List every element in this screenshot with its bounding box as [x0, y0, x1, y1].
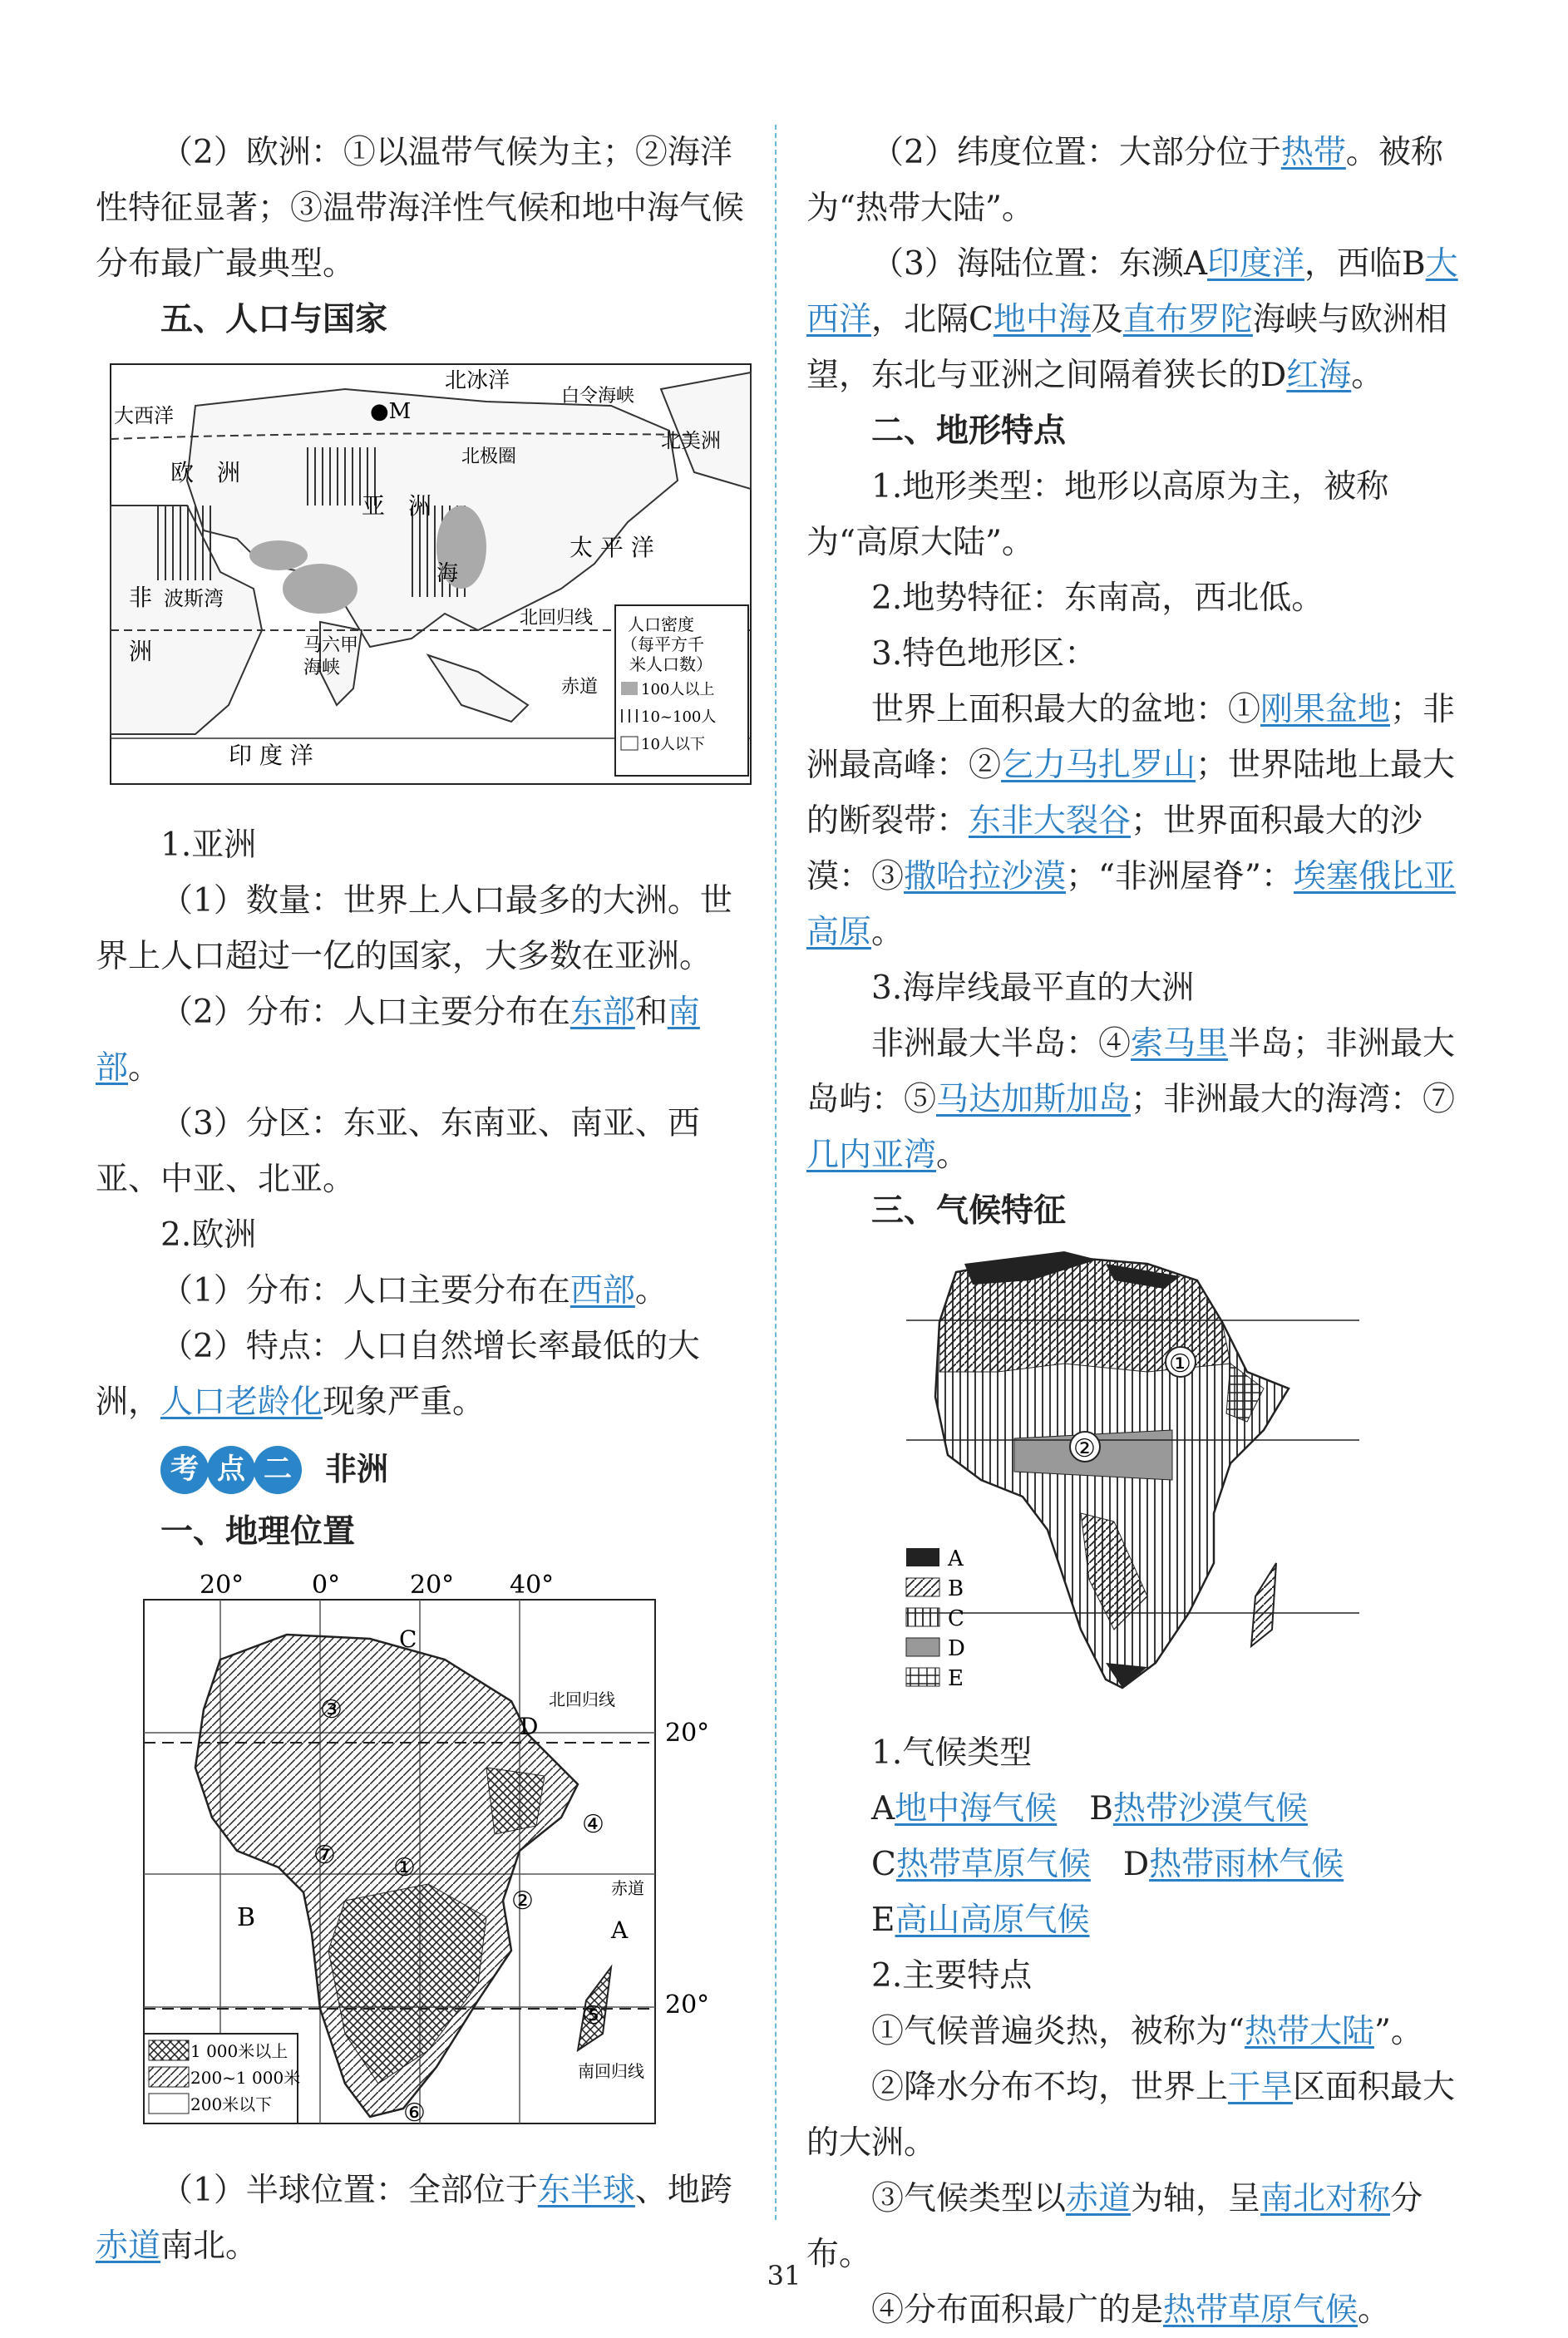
answer-red-sea: 红海 — [1286, 357, 1352, 394]
answer-kilimanjaro: 乞力马扎罗山 — [1001, 747, 1196, 784]
answer-somali: 索马里 — [1131, 1025, 1229, 1063]
left-column — [96, 125, 752, 2274]
asia-title: 1.亚洲 — [160, 826, 257, 864]
label-africa-2: 洲 — [129, 638, 153, 665]
lon-label-3: 20° — [410, 1571, 455, 1600]
kaodian-char-2: 点 — [207, 1446, 255, 1494]
page-number: 31 — [767, 2260, 801, 2291]
answer-equator-axis: 赤道 — [1066, 2180, 1132, 2217]
label-equator: 赤道 — [561, 677, 599, 698]
label-sea: 海 — [436, 561, 459, 586]
column-divider — [775, 125, 777, 2220]
asia-count-text: （1）数量：世界上人口最多的大洲。世界上人口超过一亿的国家，大多数在亚洲。 — [96, 882, 732, 975]
map1-tropic-s: 南回归线 — [578, 2061, 644, 2081]
answer-east-hemisphere: 东半球 — [537, 2172, 635, 2209]
label-malacca-2: 海峡 — [303, 658, 341, 678]
answer-gibraltar: 直布罗陀 — [1122, 301, 1253, 338]
terrain-trend-text: 2.地势特征：东南高，西北低。 — [871, 580, 1324, 617]
feature-3-text: ③气候类型以赤道为轴，呈南北对称分布。 — [806, 2180, 1423, 2273]
answer-ethiopian-highlands: 埃塞俄比亚高原 — [806, 858, 1456, 951]
map1-n2: ② — [511, 1887, 534, 1916]
climate-legend — [906, 1546, 965, 1691]
answer-climate-b: 热带沙漠气候 — [1112, 1790, 1308, 1827]
answer-south: 南部 — [96, 994, 700, 1087]
answer-savanna: 热带草原气候 — [1163, 2291, 1358, 2329]
climate-features-title: 2.主要特点 — [871, 1957, 1033, 1995]
answer-sahara: 撒哈拉沙漠 — [904, 858, 1067, 895]
section-population-title: 五、人口与国家 — [160, 301, 388, 338]
answer-congo-basin: 刚果盆地 — [1260, 691, 1391, 728]
map1-tropic-n: 北回归线 — [549, 1689, 615, 1709]
hemisphere-text: （1）半球位置：全部位于东半球、地跨赤道南北。 — [96, 2172, 732, 2265]
climate-n1: ① — [1169, 1349, 1191, 1379]
answer-east: 东部 — [570, 994, 635, 1031]
climate-legend-a: A — [948, 1546, 964, 1571]
map1-label-c: C — [399, 1625, 417, 1653]
answer-climate-e: 高山高原气候 — [895, 1901, 1090, 1939]
terrain-legend-3: 200米以下 — [190, 2094, 273, 2114]
label-persian-gulf: 波斯湾 — [164, 587, 224, 610]
label-pacific: 太 平 洋 — [570, 534, 654, 561]
coast-title: 3.海岸线最平直的大洲 — [871, 969, 1195, 1007]
label-arctic-ocean: 北冰洋 — [445, 368, 510, 393]
legend-item-1: 100人以上 — [641, 681, 715, 698]
map1-label-b: B — [237, 1903, 256, 1932]
label-asia: 亚 洲 — [362, 492, 432, 520]
label-m: ●M — [370, 399, 412, 424]
map1-n5: ⑤ — [582, 2001, 604, 2030]
answer-climate-d: 热带雨林气候 — [1149, 1846, 1344, 1883]
climate-legend-e: E — [948, 1666, 964, 1691]
climate-types-row-2: C热带草原气候 D热带雨林气候 — [871, 1846, 1344, 1883]
right-column — [806, 125, 1465, 2338]
answer-rift-valley: 东非大裂谷 — [969, 802, 1132, 840]
climate-legend-d: D — [948, 1636, 965, 1661]
terrain-legend — [144, 2034, 300, 2123]
map1-label-d: D — [520, 1713, 539, 1740]
terrain-legend-1: 1 000米以上 — [190, 2041, 288, 2061]
answer-tropical-continent: 热带大陆 — [1244, 2013, 1374, 2050]
climate-legend-c: C — [948, 1606, 964, 1631]
latitude-position-text: （2）纬度位置：大部分位于热带。被称为“热带大陆”。 — [806, 134, 1443, 227]
section-geo-title: 一、地理位置 — [160, 1513, 356, 1551]
map1-n4: ④ — [582, 1810, 604, 1839]
population-legend — [615, 605, 748, 776]
label-africa-1: 非 — [129, 584, 153, 611]
answer-indian-ocean: 印度洋 — [1206, 245, 1304, 283]
label-tropic-cancer: 北回归线 — [520, 608, 594, 629]
label-atlantic: 大西洋 — [114, 404, 174, 427]
feature-2-text: ②降水分布不均，世界上干旱区面积最大的大洲。 — [806, 2069, 1456, 2162]
legend-item-2: 10~100人 — [641, 708, 717, 726]
asia-distribution-text: （2）分布：人口主要分布在东部和南部。 — [96, 994, 700, 1087]
legend-title-1: 人口密度 — [628, 614, 694, 634]
map1-label-a: A — [611, 1916, 629, 1944]
terrain-special-text: 世界上面积最大的盆地：①刚果盆地；非洲最高峰：②乞力马扎罗山；世界陆地上最大的断裂带：东非大裂谷；世界面积最大的沙漠：③撒哈拉沙漠；“非洲屋脊”：埃塞俄比亚高原。 — [806, 691, 1456, 951]
legend-title-2: （每平方千 — [621, 634, 704, 654]
lon-label-2: 0° — [312, 1571, 341, 1600]
map1-equator: 赤道 — [611, 1878, 644, 1898]
section-climate-title: 三、气候特征 — [871, 1192, 1067, 1230]
map1-n7: ⑦ — [313, 1841, 336, 1870]
answer-madagascar: 马达加斯加岛 — [936, 1081, 1132, 1118]
climate-types-row-3: E高山高原气候 — [871, 1901, 1090, 1939]
coast-text: 非洲最大半岛：④索马里半岛；非洲最大岛屿：⑤马达加斯加岛；非洲最大的海湾：⑦几内亚湾。 — [806, 1025, 1456, 1174]
legend-item-3: 10人以下 — [641, 736, 705, 753]
kaodian-char-1: 考 — [160, 1446, 209, 1494]
map1-n1: ① — [393, 1853, 416, 1882]
answer-climate-a: 地中海气候 — [895, 1790, 1058, 1827]
label-malacca-1: 马六甲 — [303, 635, 359, 656]
answer-aging: 人口老龄化 — [160, 1384, 323, 1421]
terrain-special-title: 3.特色地形区： — [871, 635, 1097, 673]
answer-tropics: 热带 — [1280, 134, 1346, 171]
climate-types-row-1: A地中海气候 B热带沙漠气候 — [871, 1790, 1308, 1827]
kaodian-header — [160, 1442, 752, 1497]
asia-population-map — [96, 356, 752, 806]
map1-n6: ⑥ — [403, 2099, 426, 2128]
terrain-type-text: 1.地形类型：地形以高原为主，被称为“高原大陆”。 — [806, 468, 1389, 561]
answer-arid: 干旱 — [1228, 2069, 1294, 2106]
feature-1-text: ①气候普遍炎热，被称为“热带大陆”。 — [871, 2013, 1423, 2050]
europe-distribution-text: （1）分布：人口主要分布在西部。 — [160, 1272, 668, 1310]
answer-west: 西部 — [570, 1272, 635, 1310]
answer-climate-c: 热带草原气候 — [895, 1846, 1091, 1883]
africa-climate-map — [898, 1247, 1465, 1714]
climate-n2: ② — [1073, 1434, 1096, 1463]
europe-feature-text: （2）特点：人口自然增长率最低的大洲，人口老龄化现象严重。 — [96, 1328, 700, 1421]
answer-mediterranean: 地中海 — [993, 301, 1091, 338]
climate-type-title: 1.气候类型 — [871, 1734, 1033, 1772]
answer-guinea-gulf: 几内亚湾 — [806, 1137, 937, 1174]
map1-lat-n: 20° — [665, 1719, 710, 1748]
kaodian-char-3: 二 — [254, 1446, 302, 1494]
terrain-legend-2: 200~1 000米 — [190, 2068, 301, 2088]
answer-atlantic: 大西洋 — [806, 245, 1458, 338]
label-arctic-circle: 北极圈 — [461, 446, 517, 467]
lon-label-1: 20° — [200, 1571, 244, 1600]
answer-equator: 赤道 — [96, 2227, 161, 2265]
legend-title-3: 米人口数） — [629, 654, 713, 674]
asia-regions-text: （3）分区：东亚、东南亚、南亚、西亚、中亚、北亚。 — [96, 1105, 700, 1198]
label-north-america: 北美洲 — [661, 429, 721, 452]
africa-terrain-map — [96, 1568, 752, 2151]
lon-label-4: 40° — [510, 1571, 555, 1600]
label-europe: 欧 洲 — [170, 459, 241, 486]
map1-lat-s: 20° — [665, 1990, 710, 2020]
label-indian-ocean: 印 度 洋 — [229, 742, 313, 769]
europe-title: 2.欧洲 — [160, 1216, 257, 1254]
section-terrain-title: 二、地形特点 — [871, 412, 1067, 450]
feature-4-text: ④分布面积最广的是热带草原气候。 — [871, 2291, 1391, 2329]
europe-climate-text: （2）欧洲：①以温带气候为主；②海洋性特征显著；③温带海洋性气候和地中海气候分布最广最典型。 — [96, 134, 745, 283]
kaodian-title: 非洲 — [325, 1451, 389, 1487]
label-bering: 白令海峡 — [561, 386, 635, 407]
sea-land-position-text: （3）海陆位置：东濒A印度洋，西临B大西洋，北隔C地中海及直布罗陀海峡与欧洲相望，东北与亚洲之间隔着狭长的D红海。 — [806, 245, 1458, 394]
map1-n3: ③ — [320, 1695, 343, 1724]
climate-legend-b: B — [948, 1576, 964, 1601]
answer-symmetric: 南北对称 — [1260, 2180, 1391, 2217]
